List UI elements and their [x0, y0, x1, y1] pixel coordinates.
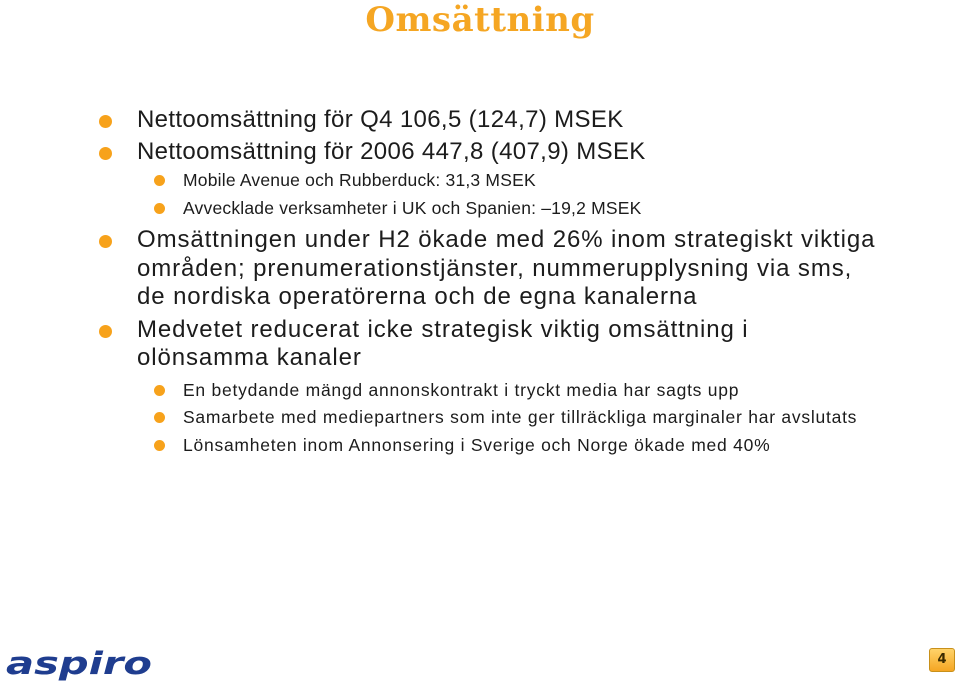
bullet-dot-icon [154, 440, 165, 451]
bullet-list [0, 106, 960, 457]
subbullet-discontinued [0, 197, 960, 221]
bullet-dot-icon [154, 412, 165, 423]
page-number-badge: 4 [929, 648, 955, 672]
slide-title: Omsättning [365, 0, 595, 40]
bullet-text: Nettoomsättning för Q4 106,5 (124,7) MSEK [137, 106, 624, 133]
subbullet-profitability [0, 434, 960, 458]
bullet-dot-icon [154, 175, 165, 186]
subbullet-media-partners [0, 406, 960, 430]
bullet-q4-revenue [0, 106, 960, 135]
bullet-h2-growth [0, 226, 960, 312]
bullet-dot-icon [99, 115, 112, 128]
bullet-dot-icon [99, 147, 112, 160]
bullet-text: Mobile Avenue och Rubberduck: 31,3 MSEK [183, 170, 536, 190]
aspiro-logo [6, 647, 156, 681]
bullet-text: Lönsamheten inom Annonsering i Sverige och Norge ökade med 40% [183, 434, 771, 455]
bullet-2006-revenue [0, 138, 960, 167]
bullet-dot-icon [154, 203, 165, 214]
logo-text: aspiro [6, 647, 152, 681]
bullet-dot-icon [154, 385, 165, 396]
bullet-text: Nettoomsättning för 2006 447,8 (407,9) MSEK [137, 137, 646, 165]
bullet-text: Omsättningen under H2 ökade med 26% inom strategiskt viktiga områden; prenumerationstjänster, nummerupplysning via sms, de nordiska operatörerna och de egna kanalerna [137, 226, 876, 310]
bullet-text: Avvecklade verksamheter i UK och Spanien: –19,2 MSEK [183, 197, 642, 218]
subbullet-print-contracts [0, 379, 960, 403]
bullet-text: En betydande mängd annonskontrakt i tryckt media har sagts upp [183, 379, 740, 400]
bullet-reduced-revenue [0, 316, 960, 373]
bullet-text: Medvetet reducerat icke strategisk viktig omsättning i olönsamma kanaler [137, 315, 749, 371]
bullet-dot-icon [99, 325, 112, 338]
subbullet-mobile-avenue [0, 169, 960, 193]
bullet-dot-icon [99, 235, 112, 248]
bullet-text: Samarbete med mediepartners som inte ger tillräckliga marginaler har avslutats [183, 407, 858, 427]
